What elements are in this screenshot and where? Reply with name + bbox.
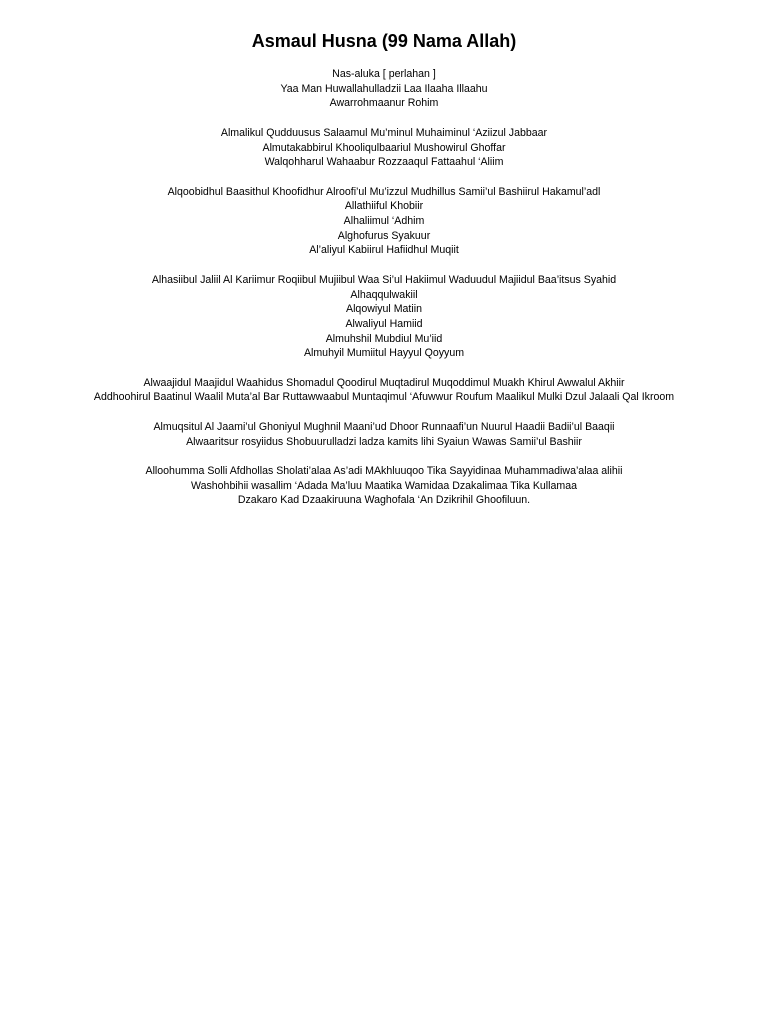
text-line: Alhasiibul Jaliil Al Kariimur Roqiibul Mujiibul Waa Si’ul Hakiimul Waduudul Majiidul Baa’itsus Syahid: [151, 273, 617, 286]
text-line: Almuhshil Mubdiul Mu’iid: [325, 332, 443, 345]
text-line: Alqowiyul Matiin: [346, 303, 422, 316]
text-line: Walqohharul Wahaabur Rozzaaqul Fattaahul ‘Aliim: [264, 156, 504, 169]
text-line: Alhaliimul ‘Adhim: [343, 215, 425, 227]
document-title: Asmaul Husna (99 Nama Allah): [251, 31, 517, 51]
paragraph-names-2: [0, 185, 768, 259]
text-line: Yaa Man Huwallahulladzii Laa Ilaaha Illaahu: [280, 82, 488, 95]
text-line: Washohbihii wasallim ‘Adada Ma’luu Maatika Wamidaa Dzakalimaa Tika Kullamaa: [190, 479, 578, 492]
text-line: Almuhyil Mumiitul Hayyul Qoyyum: [303, 347, 465, 360]
document-body: [0, 67, 768, 523]
paragraph-names-1: [0, 126, 768, 170]
text-line: Addhoohirul Baatinul Waalil Muta’al Bar Ruttawwaabul Muntaqimul ‘Afuwwur Roufum Maalikul Mulki Dzul Jalaali Qal Ikroom: [93, 391, 675, 404]
text-line: Alloohumma Solli Afdhollas Sholati’alaa As’adi MAkhluuqoo Tika Sayyidinaa Muhammadiwa’alaa alihii: [145, 464, 623, 477]
text-line: Alwaaritsur rosyiidus Shobuurulladzi ladza kamits lihi Syaiun Wawas Samii’ul Bashiir: [186, 435, 582, 448]
text-line: Alwaliyul Hamiid: [345, 317, 423, 330]
text-line: Almuqsitul Al Jaami’ul Ghoniyul Mughnil Maani’ud Dhoor Runnaafi’un Nuurul Haadii Badii’ul Baaqii: [153, 420, 615, 433]
text-line: Alhaqqulwakiil: [350, 288, 418, 301]
paragraph-names-5: [0, 420, 768, 449]
text-line: Almalikul Qudduusus Salaamul Mu’minul Muhaiminul ‘Aziizul Jabbaar: [220, 126, 548, 139]
text-line: Dzakaro Kad Dzaakiruuna Waghofala ‘An Dzikrihil Ghoofiluun.: [237, 494, 531, 507]
text-line: Alghofurus Syakuur: [337, 229, 431, 242]
text-line: Allathiiful Khobiir: [344, 200, 424, 213]
text-line: Almutakabbirul Khooliqulbaariul Mushowirul Ghoffar: [262, 141, 506, 154]
paragraph-intro: [0, 67, 768, 111]
text-line: Al’aliyul Kabiirul Hafiidhul Muqiit: [309, 244, 459, 257]
paragraph-names-4: [0, 376, 768, 405]
text-line: Awarrohmaanur Rohim: [329, 97, 439, 110]
text-line: Alqoobidhul Baasithul Khoofidhur Alroofi’ul Mu’izzul Mudhillus Samii’ul Bashiirul Hakamul’adl: [167, 185, 601, 198]
paragraph-names-3: [0, 273, 768, 361]
text-line: Nas-aluka [ perlahan ]: [332, 68, 436, 80]
text-line: Alwaajidul Maajidul Waahidus Shomadul Qoodirul Muqtadirul Muqoddimul Muakh Khirul Awwalul Akhiir: [143, 376, 625, 389]
paragraph-closing-prayer: [0, 464, 768, 508]
